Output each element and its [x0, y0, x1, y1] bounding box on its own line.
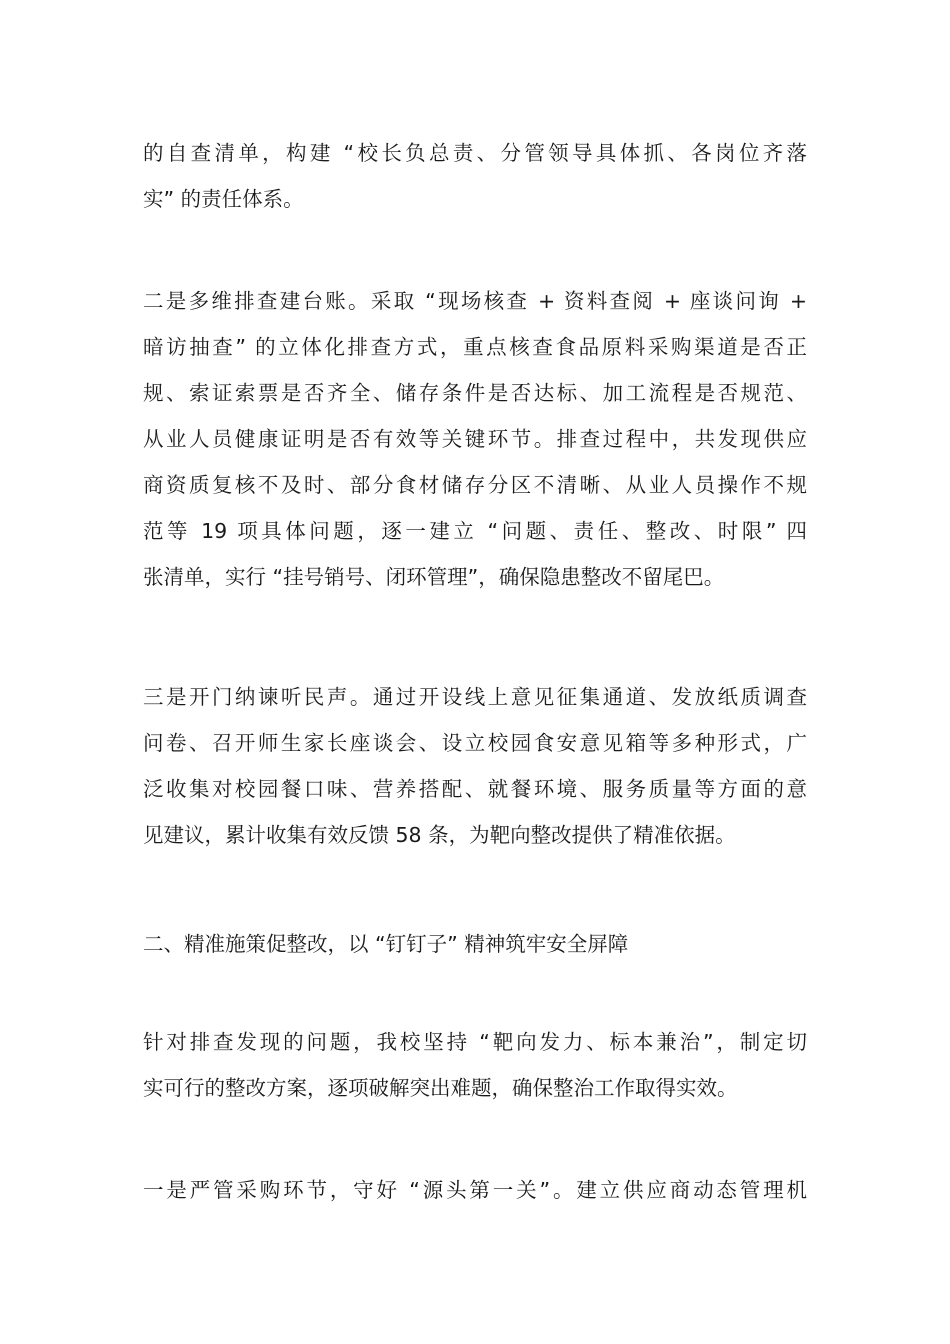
- paragraph-public-opinion: [143, 674, 807, 858]
- paragraph-procurement-control: [143, 1167, 807, 1213]
- text-line: 从业人员健康证明是否有效等关键环节。排查过程中，共发现供应: [143, 427, 807, 451]
- text-line: 实可行的整改方案，逐项破解突出难题，确保整治工作取得实效。: [143, 1076, 738, 1100]
- text-line: 针对排查发现的问题，我校坚持 “靶向发力、标本兼治”，制定切: [143, 1030, 807, 1054]
- text-line: 的自查清单，构建 “校长负总责、分管领导具体抓、各岗位齐落: [143, 141, 807, 165]
- text-line: 一是严管采购环节，守好 “源头第一关”。建立供应商动态管理机: [143, 1178, 807, 1202]
- text-line: 问卷、召开师生家长座谈会、设立校园食安意见箱等多种形式，广: [143, 731, 807, 755]
- section-heading-rectification: [143, 921, 807, 967]
- text-line: 商资质复核不及时、部分食材储存分区不清晰、从业人员操作不规: [143, 473, 807, 497]
- paragraph-responsibility-system: [143, 130, 807, 222]
- text-line: 规、索证索票是否齐全、储存条件是否达标、加工流程是否规范、: [143, 381, 807, 405]
- text-line: 实” 的责任体系。: [143, 187, 304, 211]
- text-line: 二是多维排查建台账。采取 “现场核查 + 资料查阅 + 座谈问询 +: [143, 289, 807, 313]
- text-line: 泛收集对校园餐口味、营养搭配、就餐环境、服务质量等方面的意: [143, 777, 807, 801]
- section-heading: 二、精准施策促整改，以 “钉钉子” 精神筑牢安全屏障: [143, 932, 629, 956]
- text-line: 见建议，累计收集有效反馈 58 条，为靶向整改提供了精准依据。: [143, 823, 736, 847]
- paragraph-rectification-plan: [143, 1019, 807, 1111]
- text-line: 暗访抽查” 的立体化排查方式，重点核查食品原料采购渠道是否正: [143, 335, 807, 359]
- text-line: 三是开门纳谏听民声。通过开设线上意见征集通道、发放纸质调查: [143, 685, 807, 709]
- paragraph-multi-dimensional-inspection: [143, 278, 807, 600]
- text-line: 范等 19 项具体问题，逐一建立 “问题、责任、整改、时限” 四: [143, 519, 807, 543]
- text-line: 张清单，实行 “挂号销号、闭环管理”，确保隐患整改不留尾巴。: [143, 565, 725, 589]
